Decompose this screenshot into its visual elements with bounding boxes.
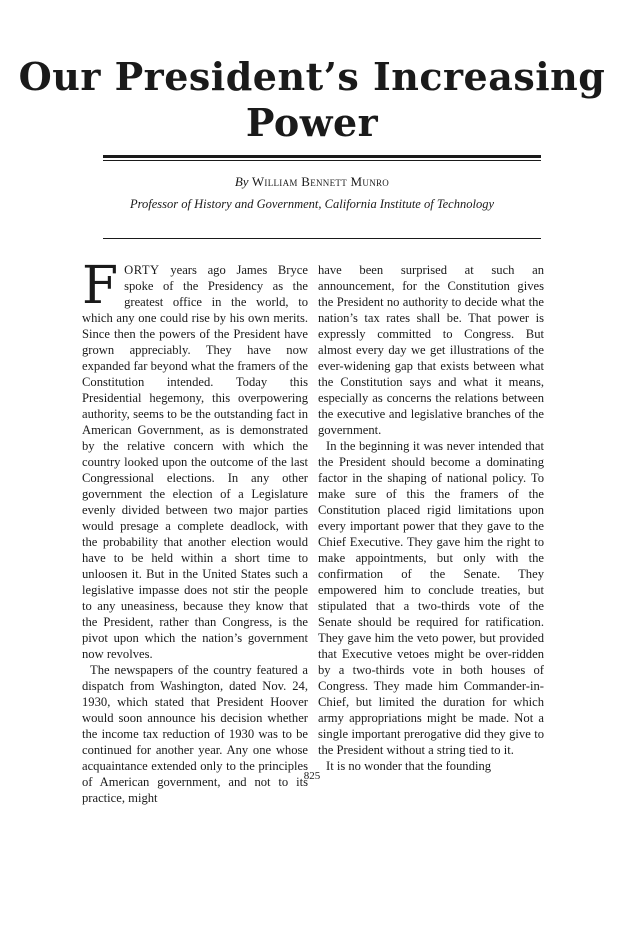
paragraph: It is no wonder that the founding [326,759,492,773]
lead-word: ORTY [124,263,160,277]
paragraph-text: years ago James Bryce spoke of the Presidency as the greatest office in the world, to which any one could rise by his own merits. Since then the powers of the President have grown appreciably. They have now expanded far beyond what the framers of the Constitution intended. Today this Presidential hegemony, this overpowering authority, seems to be the outstanding fact in American Government, as is demonstrated by the relative concern with which the country looked upon the outcome of the last Congressional elections. In any other government the election of a Legislature evenly divided between two major parties would presage a complete deadlock, with the probability that another election would have to be held within a short time to unloosen it. But in the United States such a legislative impasse does not stir the people to any uneasiness, because they know that the President, rather than Congress, is the pivot upon which the nation’s government now revolves. [82,263,308,661]
author-affiliation: Professor of History and Government, California Institute of Technology [130,197,494,211]
paragraph [82,256,308,662]
title-rule-thick [103,155,541,158]
right-column [318,262,544,774]
paragraph: have been surprised at such an announcement, for the Constitution gives the President no authority to decide what the nation’s tax rates shall be. That power is expressly committed to Congress. But almost every day we get illustrations of the ever-widening gap that exists between what the Constitution says and what it means, especially as concerns the relations between the executive and legislative branches of the government. [318,263,544,437]
byline-rule [103,238,541,239]
author-name: William Bennett Munro [251,174,390,189]
article-title-line-2: Power [245,100,379,145]
article-title-line-1: Our President’s Increasing [18,54,606,99]
byline-prefix: By [234,174,249,189]
byline [0,174,624,190]
left-column [82,256,308,806]
page-number: 825 [303,770,321,782]
paragraph: The newspapers of the country featured a dispatch from Washington, dated Nov. 24, 1930, which stated that President Hoover would soon announce his decision whether the income tax reduction of 1930 was to be continued for another year. Any one whose acquaintance extended only to the principles of American government, and not to its practice, might [82,663,308,805]
title-rule-thin [103,160,541,161]
paragraph: In the beginning it was never intended that the President should become a dominating factor in the shaping of national policy. To make sure of this the framers of the Constitution placed rigid limitations upon every important power that they gave to the Chief Executive. They gave him the right to make appointments, but only with the confirmation of the Senate. They empowered him to conclude treaties, but stipulated that a two-thirds vote of the Senate should be required for ratification. They gave him the veto power, but provided that Executive vetoes might be over-ridden by a two-thirds vote in both houses of Congress. They made him Commander-in-Chief, but limited the duration for which army appropriations might be made. Not a single important prerogative did they give to the President without a string tied to it. [318,439,544,757]
drop-cap: F [82,256,119,316]
